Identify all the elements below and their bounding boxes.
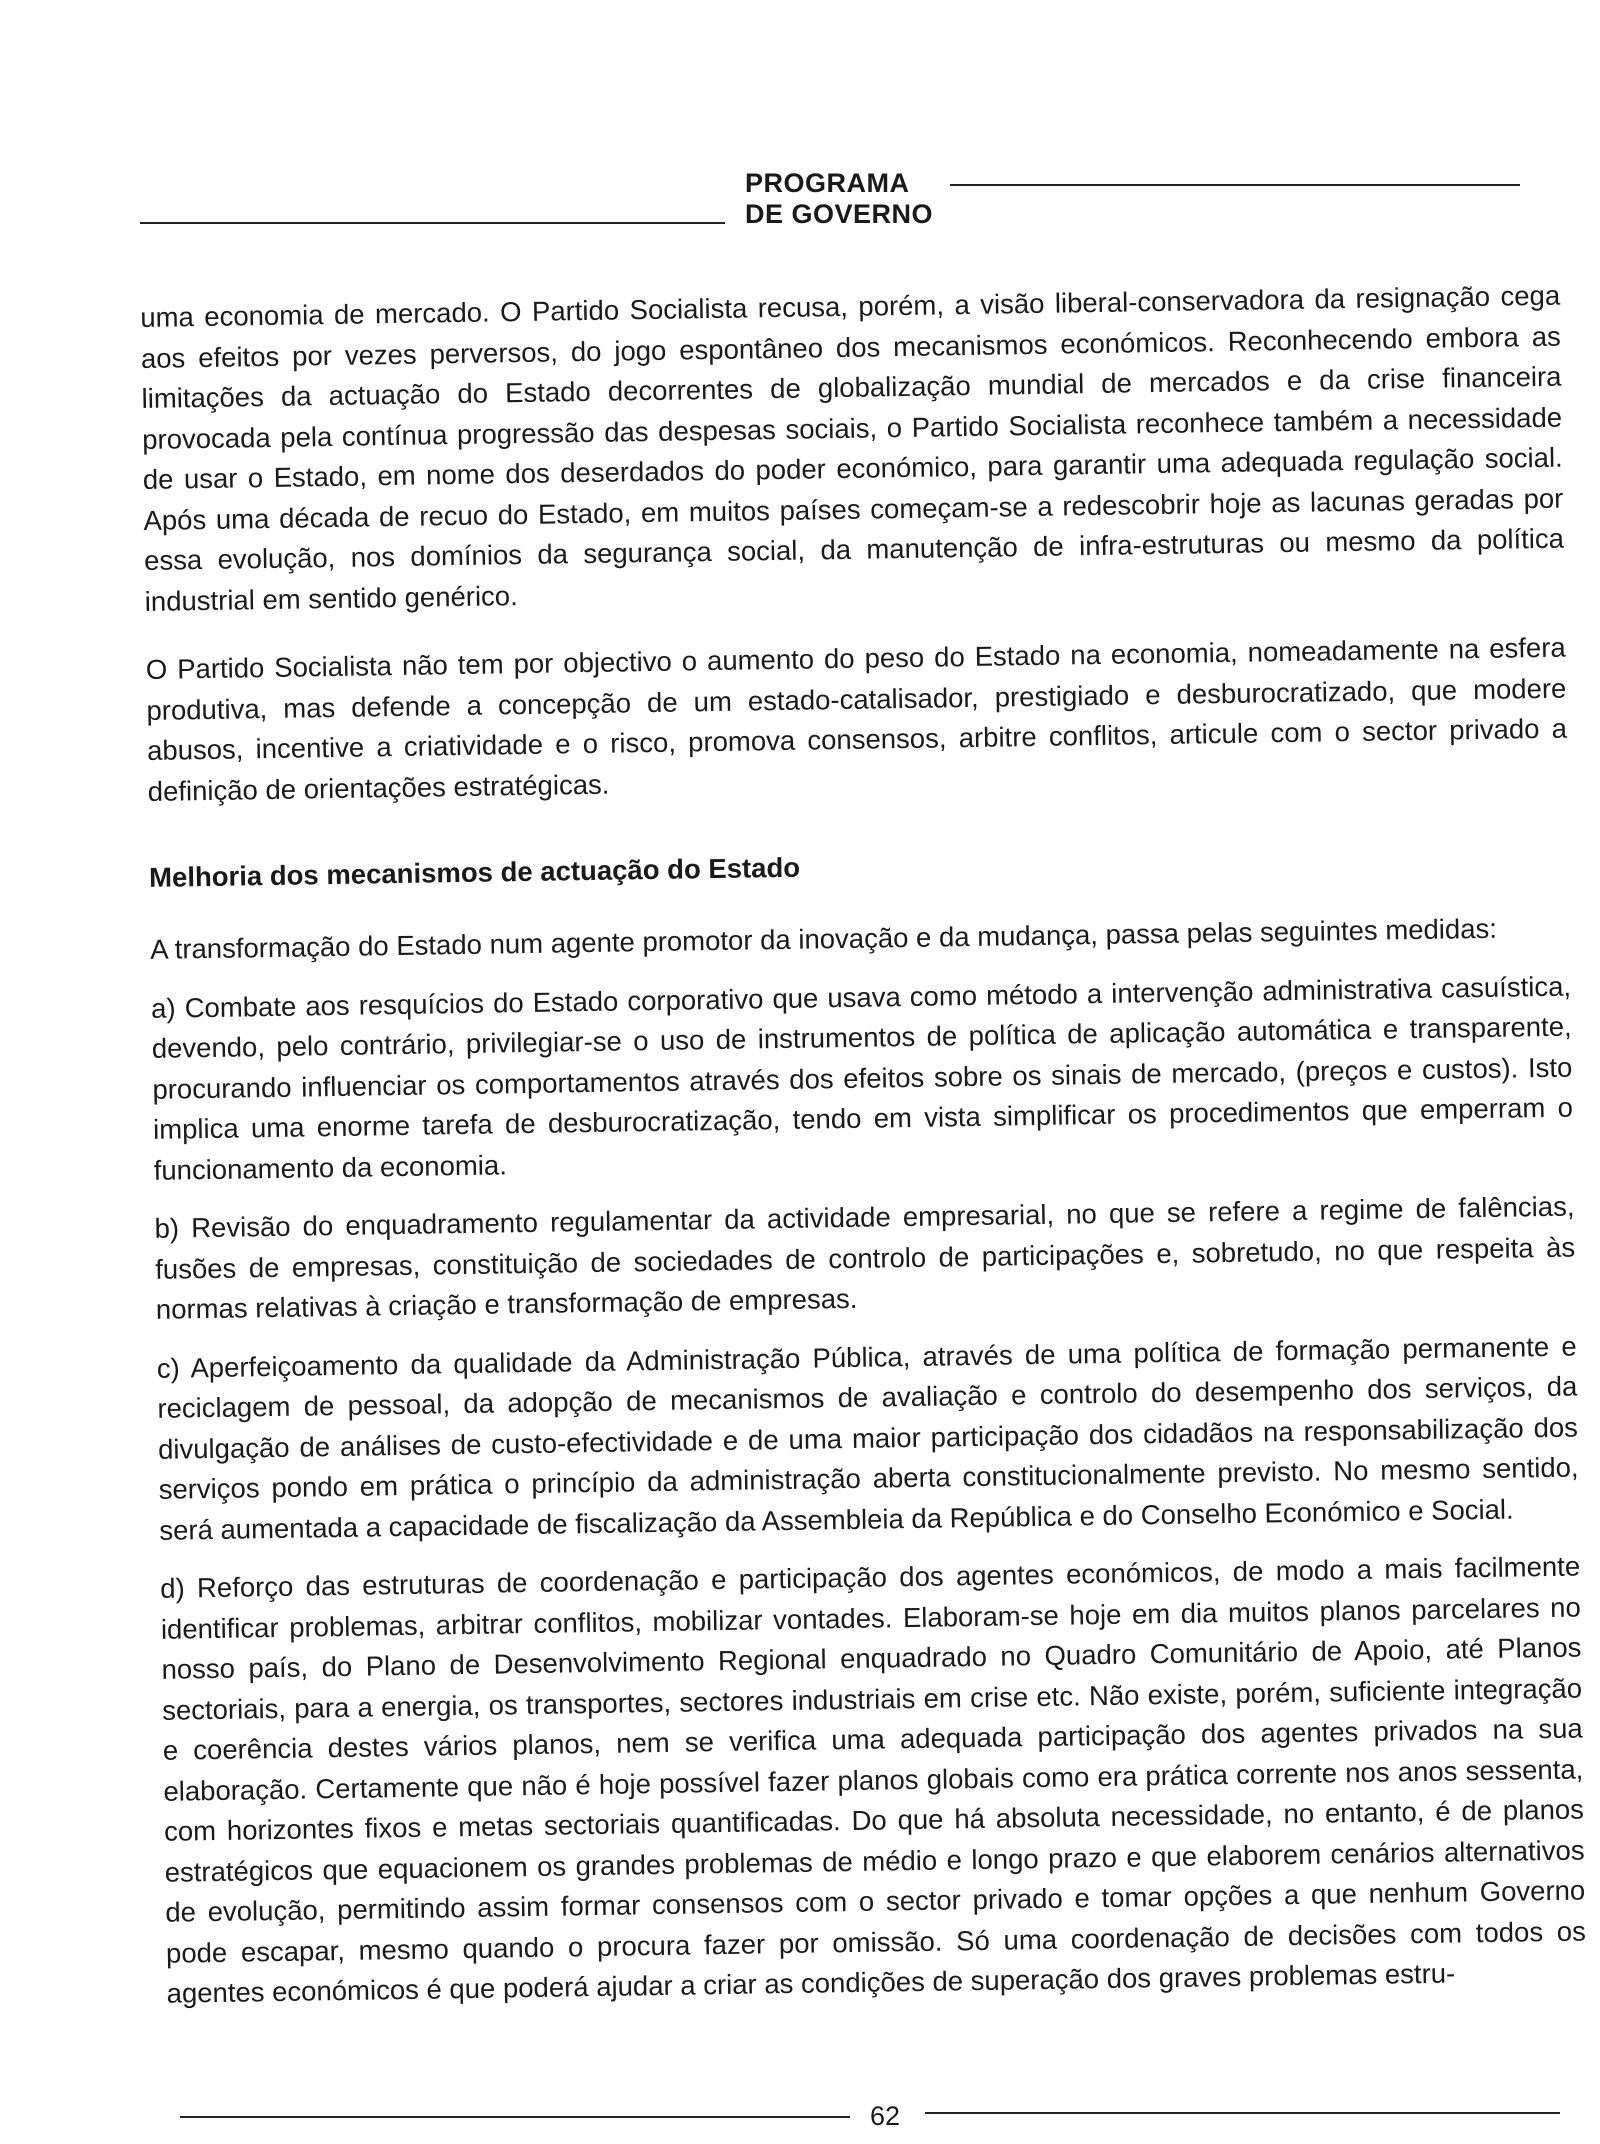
header-rule-left (140, 222, 725, 224)
paragraph-1: uma economia de mercado. O Partido Socialista recusa, porém, a visão liberal-conservadora da resignação cega aos efeitos por vezes perversos, do jogo espontâneo dos mecanismos económicos. Reconhecendo embora as limitações da actuação do Estado decorrentes de globalização mundial de mercados e da crise financeira provocada pela contínua progressão das despesas sociais, o Partido Socialista reconhece também a necessidade de usar o Estado, em nome dos deserdados do poder económico, para garantir uma adequada regulação social. Após uma década de recuo do Estado, em muitos países começam-se a redescobrir hoje as lacunas geradas por essa evolução, nos domínios da segurança social, da manutenção de infra-estruturas ou mesmo da política industrial em sentido genérico. (140, 279, 1565, 617)
section-intro: A transformação do Estado num agente promotor da inovação e da mudança, passa pelas seguintes medidas: (149, 912, 1498, 965)
header-rule-right (950, 184, 1520, 186)
page-number: 62 (870, 2101, 901, 2131)
list-item-d: d) Reforço das estruturas de coordenação e participação dos agentes económicos, de modo a mais facilmente identificar problemas, arbitrar conflitos, mobilizar vontades. Elaboram-se hoje em dia muitos planos parcelares no nosso país, do Plano de Desenvolvimento Regional enquadrado no Quadro Comunitário de Apoio, até Planos sectoriais, para a energia, os transportes, sectores industriais em crise etc. Não existe, porém, suficiente integração e coerência destes vários planos, nem se verifica uma adequada participação dos agentes privados na sua elaboração. Certamente que não é hoje possível fazer planos globais como era prática corrente nos anos sessenta, com horizontes fixos e metas sectoriais quantificadas. Do que há absoluta necessidade, no entanto, é de planos estratégicos que equacionem os grandes problemas de médio e longo prazo e que elaborem cenários alternativos de evolução, permitindo assim formar consensos com o sector privado e tomar opções a que nenhum Governo pode escapar, mesmo quando o procura fazer por omissão. Só uma coordenação de decisões com todos os agentes económicos é que poderá ajudar a criar as condições de superação dos graves problemas estru- (160, 1550, 1587, 2009)
list-item-c: c) Aperfeiçoamento da qualidade da Administração Pública, através de uma política de formação permanente e reciclagem de pessoal, da adopção de mecanismos de avaliação e controlo do desempenho dos serviços, da divulgação de análises de custo-efectividade e de uma maior participação dos cidadãos na responsabilização dos serviços pondo em prática o princípio da administração aberta constitucionalmente previsto. No mesmo sentido, será aumentada a capacidade de fiscalização da Assembleia da República e do Conselho Económico e Social. (156, 1330, 1579, 1546)
header-title-line1: PROGRAMA (745, 168, 910, 198)
page-body (140, 276, 1587, 2033)
list-item-a: a) Combate aos resquícios do Estado corporativo que usava como método a intervenção administrativa casuística, devendo, pelo contrário, privilegiar-se o uso de instrumentos de política de aplicação automática e transparente, procurando influenciar os comportamentos através dos efeitos sobre os sinais de mercado, (preços e custos). Isto implica uma enorme tarefa de desburocratização, tendo em vista simplificar os procedimentos que emperram o funcionamento da economia. (150, 970, 1574, 1186)
section-heading: Melhoria dos mecanismos de actuação do Estado (148, 851, 801, 893)
header-title (745, 168, 933, 230)
footer-rule-left (180, 2116, 850, 2118)
list-item-b: b) Revisão do enquadramento regulamentar da actividade empresarial, no que se refere a regime de falências, fusões de empresas, constituição de sociedades de controlo de participações e, sobretudo, no que respeita às normas relativas à criação e transformação de empresas. (154, 1190, 1576, 1325)
page-header (140, 168, 1520, 248)
header-title-line2: DE GOVERNO (745, 199, 934, 229)
page-footer (180, 2100, 1560, 2140)
paragraph-2: O Partido Socialista não tem por objectivo o aumento do peso do Estado na economia, nomeadamente na esfera produtiva, mas defende a concepção de um estado-catalisador, prestigiado e desburocratizado, que modere abusos, incentive a criatividade e o risco, promova consensos, arbitre conflitos, articule com o sector privado a definição de orientações estratégicas. (145, 631, 1568, 807)
footer-rule-right (925, 2112, 1560, 2114)
